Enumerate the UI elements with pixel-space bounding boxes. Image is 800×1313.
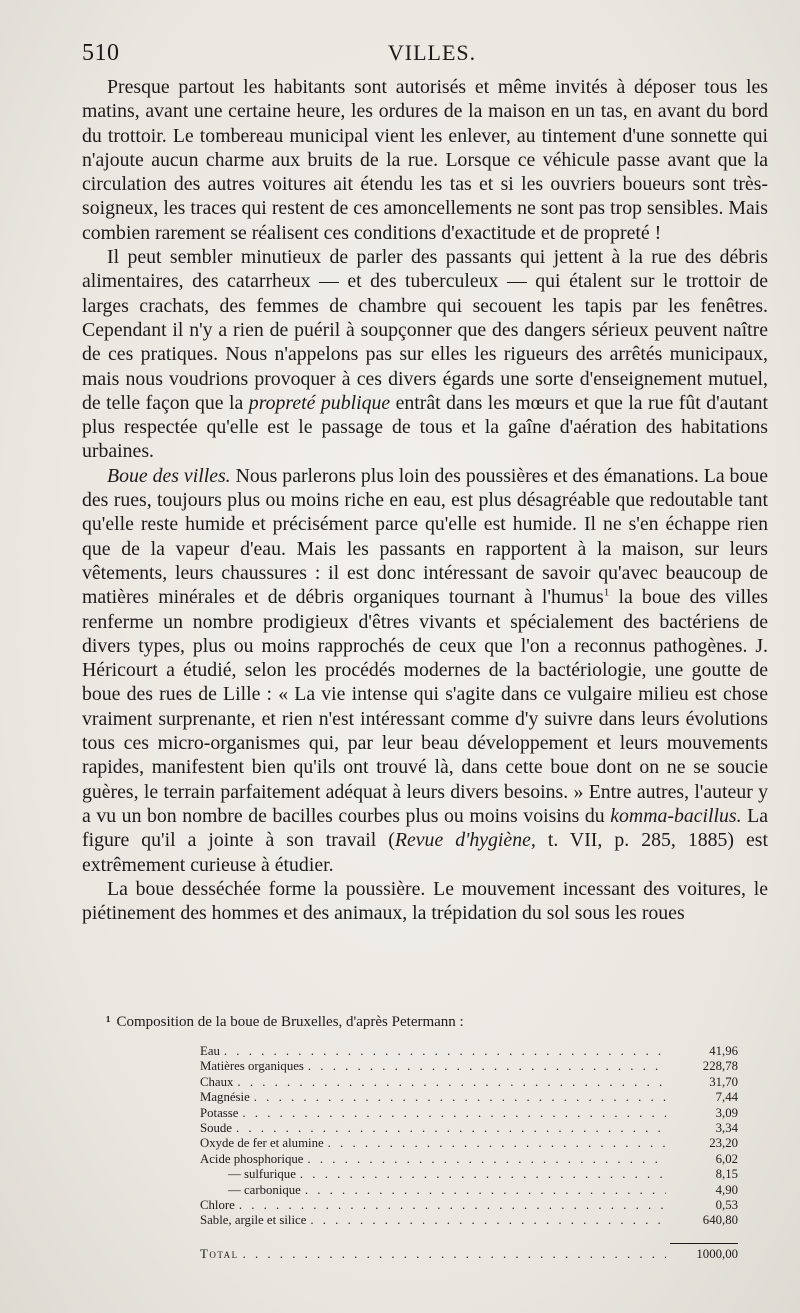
row-label: Chlore <box>200 1198 235 1213</box>
footnote-mark: ¹ <box>106 1014 111 1030</box>
leader-dots <box>243 1247 666 1262</box>
row-value: 640,80 <box>702 1213 738 1228</box>
table-row <box>200 1198 738 1213</box>
journal-title: Revue d'hygiène, <box>394 829 536 852</box>
table-row <box>200 1121 738 1136</box>
leader-dots <box>300 1167 666 1182</box>
leader-dots <box>236 1121 666 1136</box>
table-row <box>200 1059 738 1074</box>
section-heading-boue: Boue des villes. <box>107 464 231 487</box>
row-label: Eau <box>200 1044 220 1058</box>
running-title: VILLES. <box>387 40 477 65</box>
table-row <box>200 1152 738 1167</box>
paragraph-3-text-b: la boue des villes renferme un nombre prodigieux d'êtres vivants et spécialement des bactériens de divers types, plus ou moins rapprochés de ceux que l'on a reconnus pathogènes. J. Héricourt a étudié, selon les procédés modernes de la bactériologie, une goutte de boue des rues de Lille : « La vie intense qui s'agite dans ce vulgaire milieu est chose vraiment surprenante, et rien n'est intéressant comme d'y suivre dans leurs évolutions tous ces micro-organismes qui, par leur beau développement et leurs mouvements rapides, manifestent bien qu'ils ont trouvé là, dans cette boue dont on ne se soucie guères, le terrain parfaitement adéquat à leurs divers besoins. » Entre autres, l'auteur y a vu un bon nombre de bacilles courbes plus ou moins voisins du <box>82 586 769 827</box>
table-row <box>200 1090 738 1105</box>
paragraph-3-text-a: Nous parlerons plus loin des poussières et des émanations. La boue des rues, toujours plus ou moins riche en eau, est plus désagréable que redoutable tant qu'elle reste humide et précisément parce qu'elle est humide. Il ne s'en échappe rien que de la vapeur d'eau. Mais les passants en rapportent à la maison, sur leurs vêtements, leurs chaussures : il est donc intéressant de savoir qu'avec beaucoup de matières minérales et de débris organiques tournant à l'humus <box>82 464 768 609</box>
table-row <box>200 1167 738 1182</box>
paragraph-3-text-c: La figure qu'il a jointe à son travail ( <box>82 804 768 852</box>
page-header <box>82 40 782 70</box>
page-number: 510 <box>82 40 120 66</box>
table-row <box>200 1136 738 1151</box>
row-label: Sable, argile et silice <box>200 1213 307 1228</box>
leader-dots <box>307 1152 666 1167</box>
leader-dots <box>237 1075 666 1090</box>
row-value: 7,44 <box>715 1090 738 1105</box>
row-label: Soude <box>200 1121 232 1136</box>
leader-dots <box>224 1044 666 1059</box>
paragraph-2-text-b: entrât dans les mœurs et que la rue fût d'autant plus respectée qu'elle est le passage de tous et la gaîne d'aération des habitations urbaines. <box>82 391 768 463</box>
table-row <box>200 1075 738 1090</box>
row-value: 4,90 <box>715 1182 738 1197</box>
footnote <box>82 1013 768 1262</box>
row-value: 228,78 <box>702 1059 738 1074</box>
footnote-title-text: Composition de la boue de Bruxelles, d'après Petermann : <box>116 1014 464 1030</box>
composition-table <box>200 1044 738 1262</box>
row-label: Chaux <box>200 1074 234 1089</box>
leader-dots <box>239 1198 666 1213</box>
row-label: Potasse <box>200 1105 239 1120</box>
row-label: Oxyde de fer et alumine <box>200 1136 324 1151</box>
row-label: — carbonique <box>228 1182 301 1197</box>
table-row <box>200 1044 738 1059</box>
paragraph-2 <box>82 245 768 464</box>
table-row <box>200 1106 738 1121</box>
row-value: 41,96 <box>709 1044 738 1058</box>
paragraph-4-text: La boue desséchée forme la poussière. Le mouvement incessant des voitures, le piétinement des hommes et des animaux, la trépidation du sol sous les roues <box>82 877 768 925</box>
row-value: 31,70 <box>709 1074 738 1089</box>
paragraph-3 <box>82 464 768 877</box>
table-row <box>200 1213 738 1228</box>
row-label: — sulfurique <box>228 1167 296 1182</box>
leader-dots <box>305 1183 666 1198</box>
paragraph-1 <box>82 75 768 245</box>
paragraph-1-text: Presque partout les habitants sont autorisés et même invités à déposer tous les matins, avant une certaine heure, les ordures de la maison en un tas, en avant du bord du trottoir. Le tombereau municipal vient les enlever, au tintement d'une sonnette qui n'ajoute aucun charme aux bruits de la rue. Lorsque ce véhicule passe avant que la circulation des autres voitures ait étendu les tas et si les ouvriers boueurs sont très-soigneux, les traces qui restent de ces amoncellements ne sont pas trop sensibles. Mais combien rarement se réalisent ces conditions d'exactitude et de propreté ! <box>82 76 768 244</box>
paragraph-4 <box>82 877 768 926</box>
row-value: 6,02 <box>715 1151 738 1166</box>
row-value: 8,15 <box>715 1167 738 1182</box>
row-value: 3,34 <box>715 1121 738 1136</box>
row-value: 3,09 <box>715 1105 738 1120</box>
leader-dots <box>254 1090 666 1105</box>
row-label: Matières organiques <box>200 1059 304 1074</box>
paragraph-3-text-d: t. VII, p. 285, 1885) est extrêmement curieuse à étudier. <box>82 829 768 876</box>
leader-dots <box>310 1213 666 1228</box>
leader-dots <box>242 1106 666 1121</box>
table-row <box>200 1183 738 1198</box>
paragraph-2-italic: propreté publique <box>248 391 391 414</box>
footnote-title <box>82 1013 768 1032</box>
total-value: 1000,00 <box>670 1243 738 1262</box>
paragraph-2-text-a: Il peut sembler minutieux de parler des passants qui jettent à la rue des débris alimentaires, des catarrheux — et des tuberculeux — qui étalent sur le trottoir de larges crachats, des femmes de chambre qui secouent les tapis par les fenêtres. Cependant il n'y a rien de puéril à soupçonner que des dangers sérieux peuvent naître de ces pratiques. Nous n'appelons pas sur elles les rigueurs des arrêtés municipaux, mais nous voudrions provoquer à ces divers égards une sorte d'enseignement mutuel, de telle façon que la <box>82 246 768 414</box>
leader-dots <box>328 1136 666 1151</box>
row-value: 0,53 <box>715 1198 738 1213</box>
leader-dots <box>308 1059 666 1074</box>
row-label: Magnésie <box>200 1090 250 1105</box>
total-label: Total <box>200 1246 239 1261</box>
footnote-reference: 1 <box>603 586 610 599</box>
total-row <box>200 1243 738 1262</box>
term-komma-bacillus: komma-bacillus. <box>610 804 742 827</box>
row-value: 23,20 <box>709 1136 738 1151</box>
body-text <box>82 75 768 925</box>
row-label: Acide phosphorique <box>200 1151 304 1166</box>
